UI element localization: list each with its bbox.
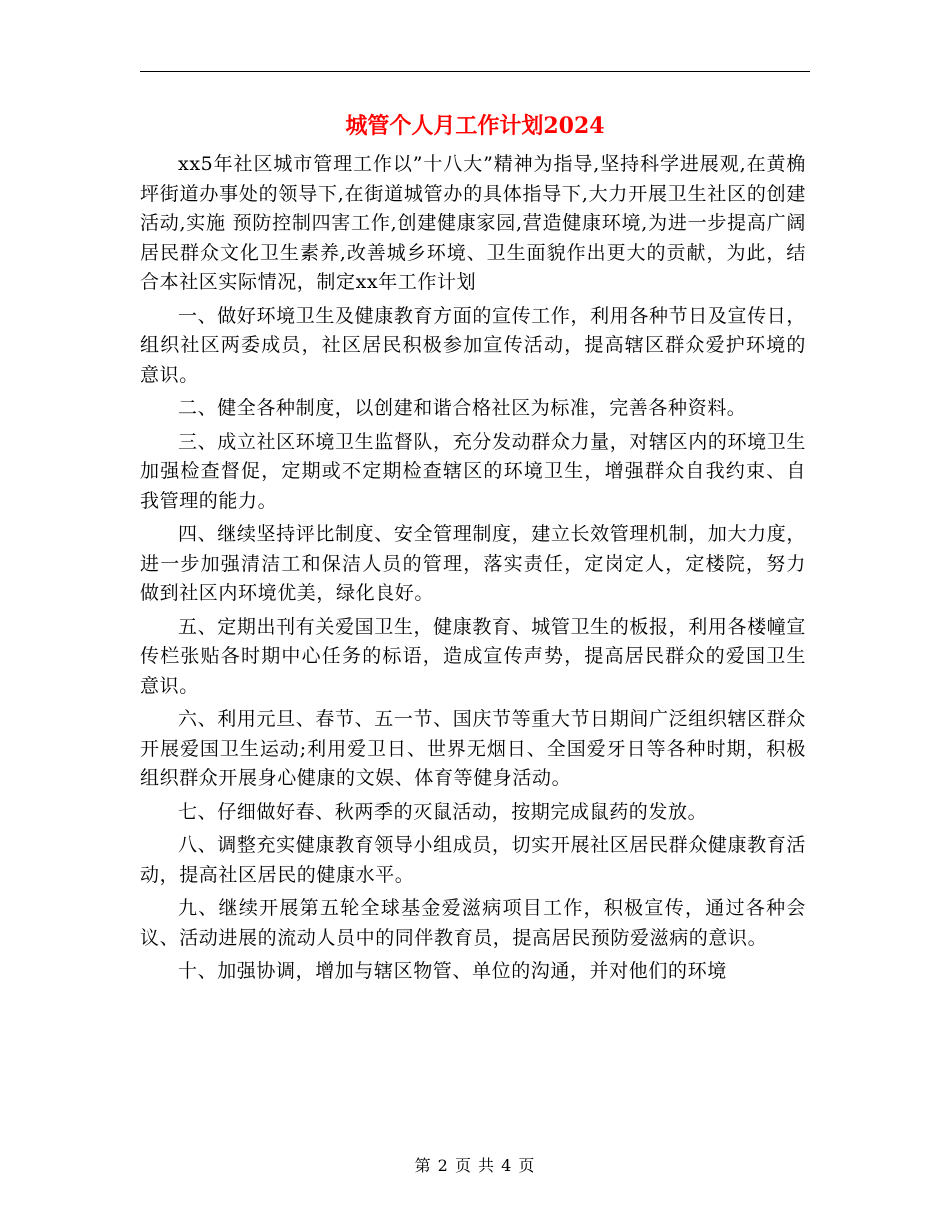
paragraph-item-5: 五、定期出刊有关爱国卫生，健康教育、城管卫生的板报，利用各楼幢宣传栏张贴各时期中心任务的标语，造成宣传声势，提高居民群众的爱国卫生意识。 xyxy=(140,615,806,697)
paragraph-item-3: 三、成立社区环境卫生监督队，充分发动群众力量，对辖区内的环境卫生加强检查督促，定期或不定期检查辖区的环境卫生，增强群众自我约束、自我管理的能力。 xyxy=(140,430,806,512)
paragraph-item-10: 十、加强协调，增加与辖区物管、单位的沟通，并对他们的环境 xyxy=(178,960,727,982)
paragraph-item-4: 四、继续坚持评比制度、安全管理制度，建立长效管理机制，加大力度，进一步加强清洁工和保洁人员的管理，落实责任，定岗定人，定楼院，努力做到社区内环境优美，绿化良好。 xyxy=(140,523,806,604)
header-rule xyxy=(140,71,810,72)
paragraph-item-8: 八、调整充实健康教育领导小组成员，切实开展社区居民群众健康教育活动，提高社区居民的健康水平。 xyxy=(140,834,806,886)
paragraph-intro: xx5年社区城市管理工作以”十八大”精神为指导,坚持科学进展观,在黄桷坪街道办事处的领导下,在街道城管办的具体指导下,大力开展卫生社区的创建活动,实施 预防控制四害工作,创建健康家园,营造健康环境,为进一步提高广阔居民群众文化卫生素养,改善城乡环境、卫生面貌作出更大的贡献，为此，结合本社区实际情况，制定xx年工作计划 xyxy=(140,153,806,293)
paragraph-item-6: 六、利用元旦、春节、五一节、国庆节等重大节日期间广泛组织辖区群众开展爱国卫生运动;利用爱卫日、世界无烟日、全国爱牙日等各种时期，积极组织群众开展身心健康的文娱、体育等健身活动。 xyxy=(140,708,806,789)
page-number: 第 2 页 共 4 页 xyxy=(414,1156,536,1175)
document-title: 城管个人月工作计划2024 xyxy=(345,113,605,139)
paragraph-item-7: 七、仔细做好春、秋两季的灭鼠活动，按期完成鼠药的发放。 xyxy=(178,800,708,823)
document-body xyxy=(140,150,806,991)
paragraph-item-1: 一、做好环境卫生及健康教育方面的宣传工作，利用各种节日及宣传日，组织社区两委成员，社区居民积极参加宣传活动，提高辖区群众爱护环境的意识。 xyxy=(140,304,806,386)
paragraph-item-2: 二、健全各种制度，以创建和谐合格社区为标准，完善各种资料。 xyxy=(178,397,747,419)
paragraph-item-9: 九、继续开展第五轮全球基金爱滋病项目工作，积极宣传，通过各种会议、活动进展的流动人员中的同伴教育员，提高居民预防爱滋病的意识。 xyxy=(140,897,806,949)
